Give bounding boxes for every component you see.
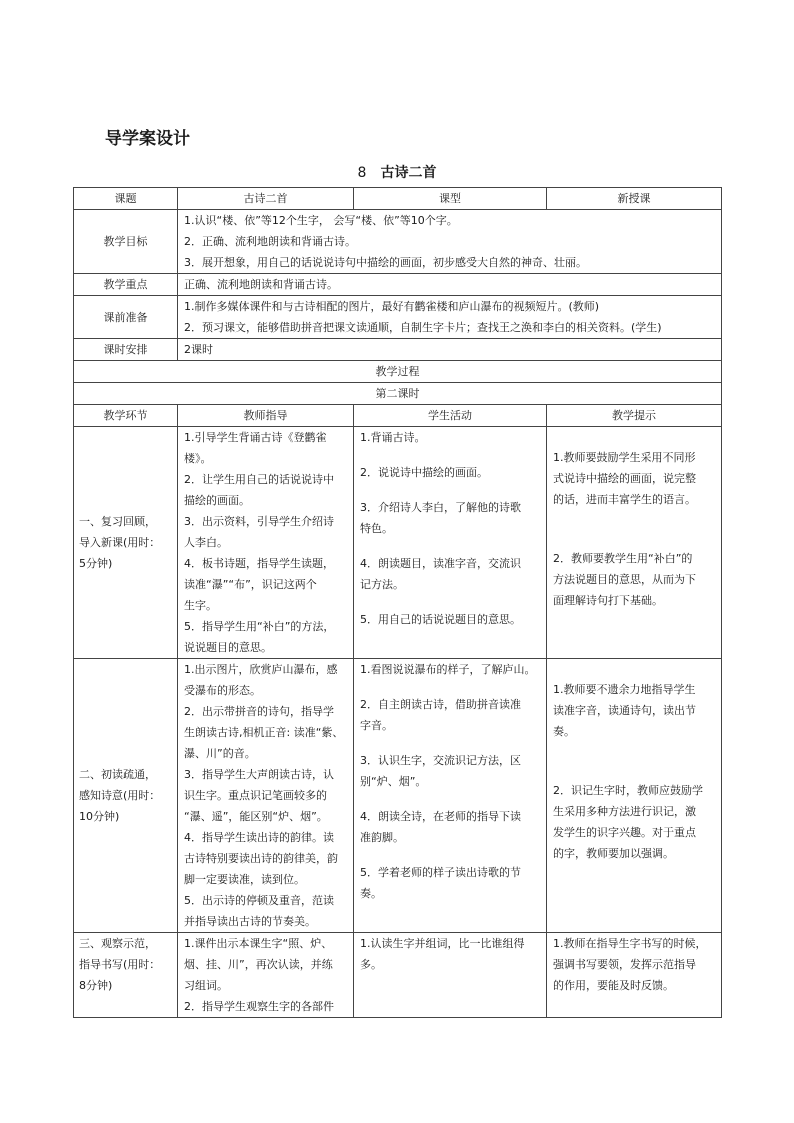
teacher-line: 3．指导学生大声朗读古诗，认 [184, 768, 334, 781]
student-line: 特色。 [360, 522, 393, 535]
teacher-cell [178, 427, 354, 659]
prep-line: 1.制作多媒体课件和与古诗相配的图片，最好有鹳雀楼和庐山瀑布的视频短片。(教师) [184, 300, 600, 313]
teacher-line: 读准“瀑”“布”，识记这两个 [184, 578, 317, 591]
tips-cell [547, 659, 722, 933]
stage-line: 导入新课(用时： [79, 536, 161, 549]
student-line: 3．介绍诗人李白，了解他的诗歌 [360, 501, 521, 514]
teacher-line: 生字。 [184, 599, 217, 612]
tip-line: 的话，进而丰富学生的语言。 [553, 493, 696, 506]
stage-line: 感知诗意(用时： [79, 789, 161, 802]
tips-cell [547, 427, 722, 659]
tip-line: 2．教师要教学生用“补白”的 [553, 552, 693, 565]
goals-label: 教学目标 [74, 210, 178, 274]
teacher-line: 说说题目的意思。 [184, 641, 272, 654]
stage-line: 5分钟) [79, 557, 113, 570]
student-line: 5．学着老师的样子读出诗歌的节 [360, 866, 521, 879]
time-label: 课时安排 [74, 339, 178, 361]
student-line: 4．朗读题目，读准字音，交流识 [360, 557, 521, 570]
tip-line: 1.教师要不遗余力地指导学生 [553, 683, 696, 696]
prep-cell [178, 296, 722, 339]
student-line: 多。 [360, 958, 382, 971]
student-line: 2．说说诗中描绘的画面。 [360, 466, 488, 479]
teacher-line: 4．板书诗题，指导学生读题， [184, 557, 334, 570]
type-label: 课型 [354, 188, 547, 210]
stage-cell [74, 933, 178, 1018]
stage-cell [74, 427, 178, 659]
teacher-cell [178, 659, 354, 933]
teacher-line: 并指导读出古诗的节奏美。 [184, 915, 316, 928]
stage-line: 8分钟) [79, 979, 113, 992]
student-line: 别“炉、烟”。 [360, 775, 427, 788]
stage-line: 指导书写(用时： [79, 958, 161, 971]
student-line: 记方法。 [360, 578, 404, 591]
teacher-cell [178, 933, 354, 1018]
type-value: 新授课 [547, 188, 722, 210]
teacher-line: 1.课件出示本课生字“照、炉、 [184, 937, 333, 950]
student-line: 字音。 [360, 719, 393, 732]
goal-line: 2．正确、流利地朗读和背诵古诗。 [184, 235, 356, 248]
teacher-line: 人李白。 [184, 536, 228, 549]
section-row [74, 659, 722, 933]
teacher-line: 1.出示图片，欣赏庐山瀑布，感 [184, 663, 338, 676]
teacher-line: 楼》。 [184, 452, 212, 465]
prep-label: 课前准备 [74, 296, 178, 339]
teacher-line: 3．出示资料，引导学生介绍诗 [184, 515, 334, 528]
teacher-line: 描绘的画面。 [184, 494, 250, 507]
teacher-line: “瀑、遥”，能区别“炉、烟”。 [184, 810, 328, 823]
topic-label: 课题 [74, 188, 178, 210]
teacher-line: 生朗读古诗,相机正音: 读准“紫、 [184, 726, 344, 739]
section-row [74, 427, 722, 659]
tip-line: 发学生的识字兴趣。对于重点 [553, 826, 696, 839]
topic-value: 古诗二首 [178, 188, 354, 210]
tip-line: 读准字音，读通诗句，读出节 [553, 704, 696, 717]
student-line: 2．自主朗读古诗，借助拼音读准 [360, 698, 521, 711]
goal-line: 3．展开想象，用自己的话说说诗句中描绘的画面，初步感受大自然的神奇、壮丽。 [184, 256, 587, 269]
lesson-title [0, 162, 794, 182]
teacher-line: 2．指导学生观察生字的各部件 [184, 1000, 334, 1013]
tip-line: 式说诗中描绘的画面，说完整 [553, 472, 696, 485]
tip-line: 1.教师要鼓励学生采用不同形 [553, 451, 696, 464]
lesson-name: 古诗二首 [380, 165, 437, 181]
tip-line: 面理解诗句打下基础。 [553, 594, 663, 607]
goal-line: 1.认识“楼、依”等12个生字， 会写“楼、依”等10个字。 [184, 214, 458, 227]
prep-line: 2．预习课文，能够借助拼音把课文读通顺，自制生字卡片；查找王之涣和李白的相关资料。(学生) [184, 321, 662, 334]
lesson-plan-table [73, 187, 722, 1018]
teacher-line: 受瀑布的形态。 [184, 684, 261, 697]
student-line: 奏。 [360, 887, 382, 900]
document-title: 导学案设计 [105, 129, 190, 149]
teacher-line: 脚一定要读准，读到位。 [184, 873, 305, 886]
student-line: 准韵脚。 [360, 831, 404, 844]
section-row [74, 933, 722, 1018]
teacher-line: 4．指导学生读出诗的韵律。读 [184, 831, 334, 844]
stage-line: 一、复习回顾， [79, 515, 156, 528]
teacher-line: 识生字。重点识记笔画较多的 [184, 789, 327, 802]
tips-cell [547, 933, 722, 1018]
goals-cell [178, 210, 722, 274]
student-line: 1.认读生字并组词，比一比谁组得 [360, 937, 525, 950]
teacher-line: 烟、挂、川”，再次认读，并练 [184, 958, 333, 971]
student-cell [354, 933, 547, 1018]
teacher-line: 5．出示诗的停顿及重音，范读 [184, 894, 334, 907]
tip-line: 强调书写要领，发挥示范指导 [553, 958, 696, 971]
stage-cell [74, 659, 178, 933]
stage-line: 三、观察示范， [79, 937, 156, 950]
period-title: 第二课时 [74, 383, 722, 405]
time-value: 2课时 [178, 339, 722, 361]
stage-line: 二、初读疏通， [79, 768, 156, 781]
tip-line: 生采用多种方法进行识记，激 [553, 805, 696, 818]
tip-line: 2．识记生字时，教师应鼓励学 [553, 784, 703, 797]
teacher-line: 5．指导学生用“补白”的方法， [184, 620, 335, 633]
teacher-line: 2．让学生用自己的话说说诗中 [184, 473, 334, 486]
key-value: 正确、流利地朗读和背诵古诗。 [178, 274, 722, 296]
teacher-line: 1.引导学生背诵古诗《登鹳雀 [184, 431, 327, 444]
teacher-line: 2．出示带拼音的诗句，指导学 [184, 705, 334, 718]
tip-line: 1.教师在指导生字书写的时候， [553, 937, 707, 950]
teacher-line: 瀑、川”的音。 [184, 747, 256, 760]
student-cell [354, 659, 547, 933]
teacher-line: 习组词。 [184, 979, 228, 992]
tip-line: 方法说题目的意思，从而为下 [553, 573, 696, 586]
tip-line: 奏。 [553, 725, 575, 738]
column-header-teacher: 教师指导 [178, 405, 354, 427]
student-line: 1.背诵古诗。 [360, 431, 426, 444]
process-title: 教学过程 [74, 361, 722, 383]
student-line: 4．朗读全诗，在老师的指导下读 [360, 810, 521, 823]
teacher-line: 古诗特别要读出诗的韵律美，韵 [184, 852, 338, 865]
key-label: 教学重点 [74, 274, 178, 296]
student-line: 3．认识生字，交流识记方法，区 [360, 754, 521, 767]
column-header-tips: 教学提示 [547, 405, 722, 427]
tip-line: 的字，教师要加以强调。 [553, 847, 674, 860]
student-line: 5．用自己的话说说题目的意思。 [360, 613, 521, 626]
tip-line: 的作用，要能及时反馈。 [553, 979, 674, 992]
lesson-number: 8 [357, 165, 367, 181]
column-header-stage: 教学环节 [74, 405, 178, 427]
stage-line: 10分钟) [79, 810, 120, 823]
student-cell [354, 427, 547, 659]
student-line: 1.看图说说瀑布的样子，了解庐山。 [360, 663, 536, 676]
column-header-student: 学生活动 [354, 405, 547, 427]
